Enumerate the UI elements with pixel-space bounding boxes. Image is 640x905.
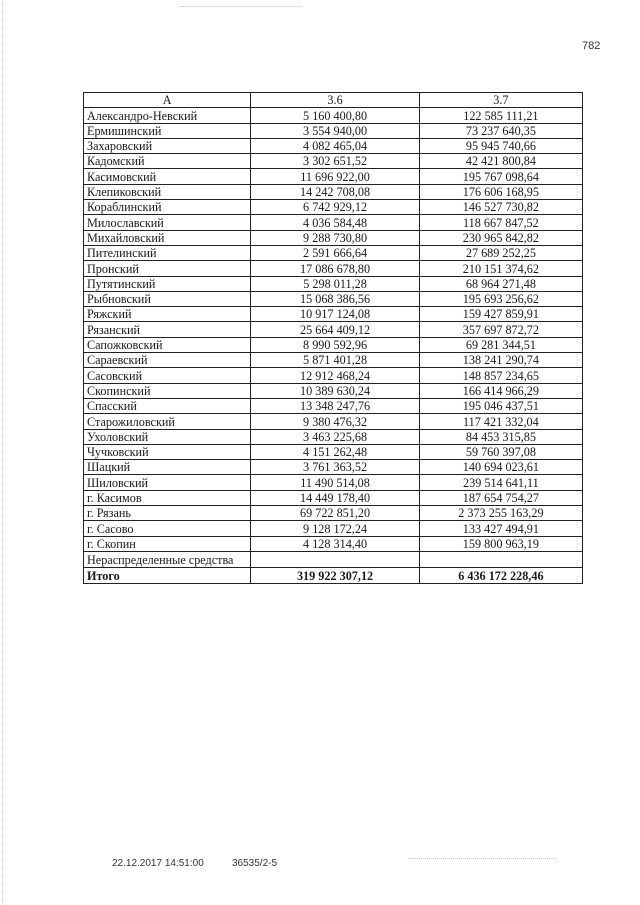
row-value-3-6-cell: 17 086 678,80 [251,261,419,276]
row-value-3-7-cell: 73 237 640,35 [419,123,582,138]
row-district-cell: г. Касимов [84,490,251,505]
row-value-3-6-cell [251,551,419,567]
table-body [84,93,583,584]
row-value-3-6-cell: 10 389 630,24 [251,383,419,398]
row-value-3-6-cell: 9 380 476,32 [251,414,419,429]
row-value-3-7-cell [419,551,582,567]
row-value-3-6-cell: 8 990 592,96 [251,337,419,352]
row-district-cell: Рыбновский [84,291,251,306]
table-row [84,536,583,551]
budget-table [83,92,583,584]
table-row [84,368,583,383]
row-district-cell: Ермишинский [84,123,251,138]
total-label-cell: Итого [84,568,251,583]
header-cell-3-6: 3.6 [251,93,419,108]
row-value-3-6-cell: 14 242 708,08 [251,184,419,199]
table-header-row [84,93,583,108]
table-row [84,444,583,459]
table-row [84,230,583,245]
row-value-3-6-cell: 9 288 730,80 [251,230,419,245]
row-district-cell: Ряжский [84,307,251,322]
row-value-3-6-cell: 11 490 514,08 [251,475,419,490]
row-value-3-7-cell: 2 373 255 163,29 [419,506,582,521]
table-row [84,322,583,337]
row-value-3-7-cell: 159 800 963,19 [419,536,582,551]
table-row [84,169,583,184]
page-number: 782 [582,40,601,52]
footer-timestamp: 22.12.2017 14:51:00 [112,858,204,869]
row-district-cell: Захаровский [84,138,251,153]
row-value-3-6-cell: 4 082 465,04 [251,138,419,153]
table-row [84,475,583,490]
row-value-3-6-cell: 15 068 386,56 [251,291,419,306]
row-value-3-6-cell: 9 128 172,24 [251,521,419,536]
row-value-3-7-cell: 187 654 754,27 [419,490,582,505]
row-value-3-7-cell: 118 667 847,52 [419,215,582,230]
scan-margin [2,0,6,905]
scan-artifact [408,858,556,860]
header-cell-a: А [84,93,251,108]
row-value-3-6-cell: 69 722 851,20 [251,506,419,521]
row-value-3-6-cell: 12 912 468,24 [251,368,419,383]
table-row [84,200,583,215]
row-district-cell: Михайловский [84,230,251,245]
row-value-3-7-cell: 69 281 344,51 [419,337,582,352]
row-district-cell: Александро-Невский [84,108,251,123]
row-value-3-6-cell: 3 761 363,52 [251,460,419,475]
row-district-cell: Касимовский [84,169,251,184]
table-total-row [84,568,583,583]
row-value-3-7-cell: 122 585 111,21 [419,108,582,123]
row-district-cell: Пителинский [84,245,251,260]
table-row [84,307,583,322]
row-value-3-7-cell: 42 421 800,84 [419,154,582,169]
row-district-cell: Старожиловский [84,414,251,429]
total-3-6-cell: 319 922 307,12 [251,568,419,583]
row-value-3-6-cell: 3 302 651,52 [251,154,419,169]
row-value-3-7-cell: 148 857 234,65 [419,368,582,383]
header-cell-3-7: 3.7 [419,93,582,108]
table-row [84,154,583,169]
row-district-cell: Ухоловский [84,429,251,444]
row-value-3-6-cell: 3 463 225,68 [251,429,419,444]
row-district-cell: Пронский [84,261,251,276]
footer-document-code: 36535/2-5 [232,858,278,869]
table-row [84,490,583,505]
row-value-3-7-cell: 210 151 374,62 [419,261,582,276]
row-value-3-7-cell: 195 767 098,64 [419,169,582,184]
row-value-3-6-cell: 14 449 178,40 [251,490,419,505]
table-row [84,398,583,413]
row-value-3-6-cell: 4 151 262,48 [251,444,419,459]
row-district-cell: Кораблинский [84,200,251,215]
row-district-cell: Сараевский [84,353,251,368]
row-district-cell: Путятинский [84,276,251,291]
table-row [84,184,583,199]
row-district-cell: г. Скопин [84,536,251,551]
row-value-3-7-cell: 176 606 168,95 [419,184,582,199]
row-district-cell: Сапожковский [84,337,251,352]
row-value-3-7-cell: 68 964 271,48 [419,276,582,291]
table-row [84,414,583,429]
row-value-3-6-cell: 10 917 124,08 [251,307,419,322]
total-3-7-cell: 6 436 172 228,46 [419,568,582,583]
row-value-3-7-cell: 140 694 023,61 [419,460,582,475]
row-district-cell: Чучковский [84,444,251,459]
row-value-3-6-cell: 25 664 409,12 [251,322,419,337]
row-district-cell: Сасовский [84,368,251,383]
row-value-3-6-cell: 6 742 929,12 [251,200,419,215]
row-value-3-7-cell: 230 965 842,82 [419,230,582,245]
row-district-cell: Милославский [84,215,251,230]
row-district-cell: г. Рязань [84,506,251,521]
row-value-3-6-cell: 11 696 922,00 [251,169,419,184]
row-value-3-7-cell: 159 427 859,91 [419,307,582,322]
row-value-3-7-cell: 195 046 437,51 [419,398,582,413]
table-row [84,261,583,276]
row-value-3-6-cell: 4 128 314,40 [251,536,419,551]
row-value-3-6-cell: 4 036 584,48 [251,215,419,230]
table-row [84,291,583,306]
row-district-cell: Нераспределенные средства [84,551,251,567]
row-value-3-7-cell: 27 689 252,25 [419,245,582,260]
row-district-cell: Шиловский [84,475,251,490]
table-row [84,429,583,444]
row-district-cell: Шацкий [84,460,251,475]
row-value-3-7-cell: 84 453 315,85 [419,429,582,444]
row-district-cell: Кадомский [84,154,251,169]
row-district-cell: Рязанский [84,322,251,337]
table-row [84,521,583,536]
table-row [84,276,583,291]
row-value-3-7-cell: 166 414 966,29 [419,383,582,398]
scan-artifact [180,6,300,8]
row-value-3-6-cell: 3 554 940,00 [251,123,419,138]
table-row [84,108,583,123]
table-row [84,506,583,521]
table-row [84,245,583,260]
row-district-cell: Спасский [84,398,251,413]
row-value-3-6-cell: 5 871 401,28 [251,353,419,368]
row-district-cell: Клепиковский [84,184,251,199]
row-value-3-7-cell: 138 241 290,74 [419,353,582,368]
table-row [84,551,583,567]
row-value-3-7-cell: 239 514 641,11 [419,475,582,490]
table-row [84,123,583,138]
row-value-3-7-cell: 357 697 872,72 [419,322,582,337]
table-row [84,138,583,153]
row-value-3-6-cell: 5 160 400,80 [251,108,419,123]
row-value-3-7-cell: 59 760 397,08 [419,444,582,459]
table-row [84,383,583,398]
table-row [84,215,583,230]
row-value-3-6-cell: 13 348 247,76 [251,398,419,413]
row-district-cell: Скопинский [84,383,251,398]
table-row [84,353,583,368]
row-value-3-7-cell: 133 427 494,91 [419,521,582,536]
row-value-3-6-cell: 2 591 666,64 [251,245,419,260]
row-value-3-6-cell: 5 298 011,28 [251,276,419,291]
row-value-3-7-cell: 117 421 332,04 [419,414,582,429]
table-row [84,337,583,352]
row-value-3-7-cell: 146 527 730,82 [419,200,582,215]
table-row [84,460,583,475]
row-district-cell: г. Сасово [84,521,251,536]
row-value-3-7-cell: 95 945 740,66 [419,138,582,153]
row-value-3-7-cell: 195 693 256,62 [419,291,582,306]
